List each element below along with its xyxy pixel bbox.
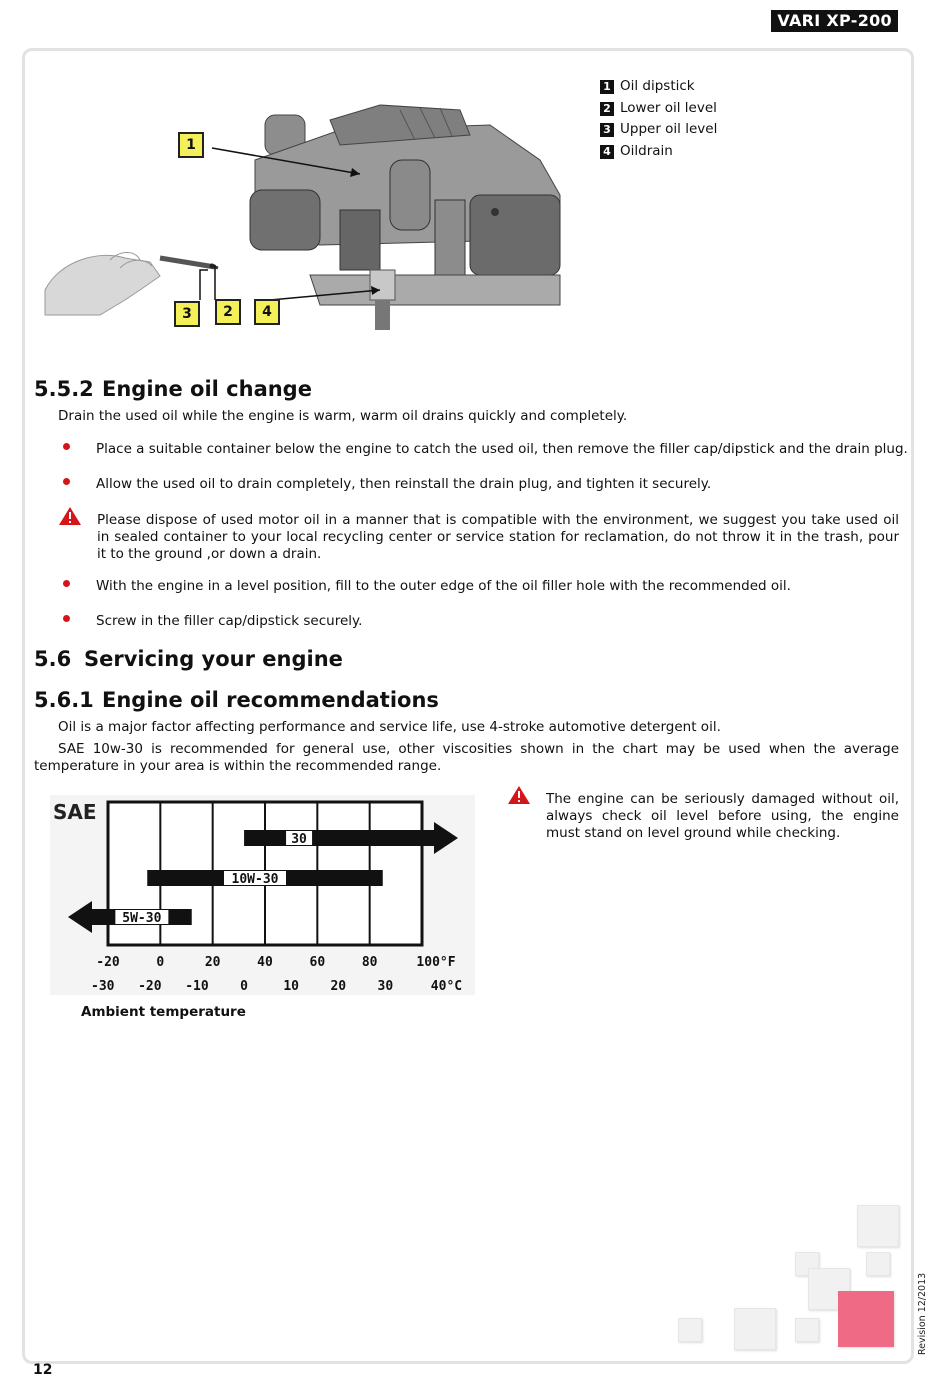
- chart-tick-label-c: -30: [91, 979, 115, 994]
- legend-item: [600, 76, 717, 98]
- bullet-text: Allow the used oil to drain completely, then reinstall the drain plug, and tighten it securely.: [96, 476, 712, 492]
- legend-number: 3: [600, 123, 614, 137]
- bullet-icon: [63, 580, 70, 587]
- bullet-icon: [63, 478, 70, 485]
- oil-warning-text: The engine can be seriously damaged without oil, always check oil level before using, the engine must stand on level ground while checking.: [546, 791, 899, 841]
- engine-body: [250, 105, 560, 330]
- intro-paragraph: Drain the used oil while the engine is warm, warm oil drains quickly and completely.: [58, 408, 628, 424]
- section-heading-5-6: [34, 647, 343, 671]
- chart-bar-label: 30: [291, 832, 307, 847]
- page-number: 12: [33, 1362, 53, 1378]
- warning-text: Please dispose of used motor oil in a manner that is compatible with the environment, we suggest you take used oil in sealed container to your local recycling center or service station for reclamation, do not throw it in the trash, pour it to the ground ,or down a drain.: [97, 512, 899, 562]
- engine-illustration: [40, 100, 580, 340]
- decor-square: [678, 1318, 702, 1342]
- decor-square: [866, 1252, 890, 1276]
- legend-number: 2: [600, 102, 614, 116]
- chart-tick-label-f: 80: [361, 955, 378, 970]
- section-title: Engine oil recommendations: [102, 688, 439, 712]
- chart-bar-label: 5W-30: [122, 911, 162, 926]
- legend-label: Oil dipstick: [620, 78, 695, 94]
- chart-tick-label-c: 30: [377, 979, 394, 994]
- oil-paragraph-1: Oil is a major factor affecting performance and service life, use 4-stroke automotive detergent oil.: [58, 719, 721, 735]
- chart-tick-label-f: -20: [96, 955, 120, 970]
- chart-tick-label-c: 10: [283, 979, 299, 994]
- chart-tick-label-f: 40: [257, 955, 273, 970]
- callout-3: 3: [174, 301, 200, 327]
- chart-tick-label-f: 100°F: [416, 955, 456, 970]
- legend-item: [600, 141, 717, 163]
- chart-bar-body: [244, 830, 436, 846]
- section-number: 5.6: [34, 647, 72, 671]
- decor-square: [795, 1318, 819, 1342]
- chart-tick-label-c: 20: [330, 979, 347, 994]
- sae-viscosity-chart: [50, 795, 475, 995]
- legend-label: Upper oil level: [620, 121, 718, 138]
- section-title: Engine oil change: [102, 377, 312, 401]
- chart-tick-label-f: 60: [309, 955, 326, 970]
- legend-number: 4: [600, 145, 614, 159]
- chart-title: SAE: [53, 800, 97, 824]
- decor-square: [857, 1205, 899, 1247]
- oil-paragraph-2: SAE 10w-30 is recommended for general use, other viscosities shown in the chart may be used when the average temperature in your area is within the recommended range.: [34, 741, 899, 774]
- chart-tick-label-f: 20: [204, 955, 221, 970]
- warning-icon: [507, 785, 531, 805]
- legend-item: [600, 119, 717, 141]
- warning-icon: [58, 506, 82, 526]
- figure-legend: [600, 76, 717, 163]
- chart-bar-label: 10W-30: [231, 872, 279, 887]
- legend-label: Oildrain: [620, 143, 673, 160]
- chart-tick-label-c: -20: [138, 979, 162, 994]
- legend-label: Lower oil level: [620, 99, 717, 116]
- bullet-icon: [63, 443, 70, 450]
- chart-tick-label-c: 0: [240, 979, 248, 994]
- section-number: 5.5.2: [34, 377, 94, 401]
- bullet-text: Place a suitable container below the engine to catch the used oil, then remove the filler cap/dipstick and the drain plug.: [96, 441, 908, 457]
- callout-4: 4: [254, 299, 280, 325]
- section-heading-5-5-2: [34, 377, 312, 401]
- decor-square-pink: [838, 1291, 894, 1347]
- chart-tick-label-c: -10: [185, 979, 209, 994]
- bullet-icon: [63, 615, 70, 622]
- bullet-text: With the engine in a level position, fill to the outer edge of the oil filler hole with the recommended oil.: [96, 578, 791, 594]
- revision-label: Revision 12/2013: [917, 1272, 928, 1355]
- callout-2: 2: [215, 299, 241, 325]
- section-number: 5.6.1: [34, 688, 94, 712]
- chart-bar-10w-30: [147, 870, 383, 887]
- chart-tick-label-f: 0: [156, 955, 165, 970]
- chart-xlabel: Ambient temperature: [81, 1004, 246, 1020]
- legend-item: [600, 98, 717, 120]
- callout-1: 1: [178, 132, 204, 158]
- bullet-text: Screw in the filler cap/dipstick securely.: [96, 613, 363, 629]
- chart-tick-label-c: 40°C: [430, 979, 463, 994]
- model-tag: VARI XP-200: [771, 10, 898, 32]
- legend-number: 1: [600, 80, 614, 94]
- section-title: Servicing your engine: [84, 647, 343, 671]
- section-heading-5-6-1: [34, 688, 439, 712]
- decor-square: [734, 1308, 776, 1350]
